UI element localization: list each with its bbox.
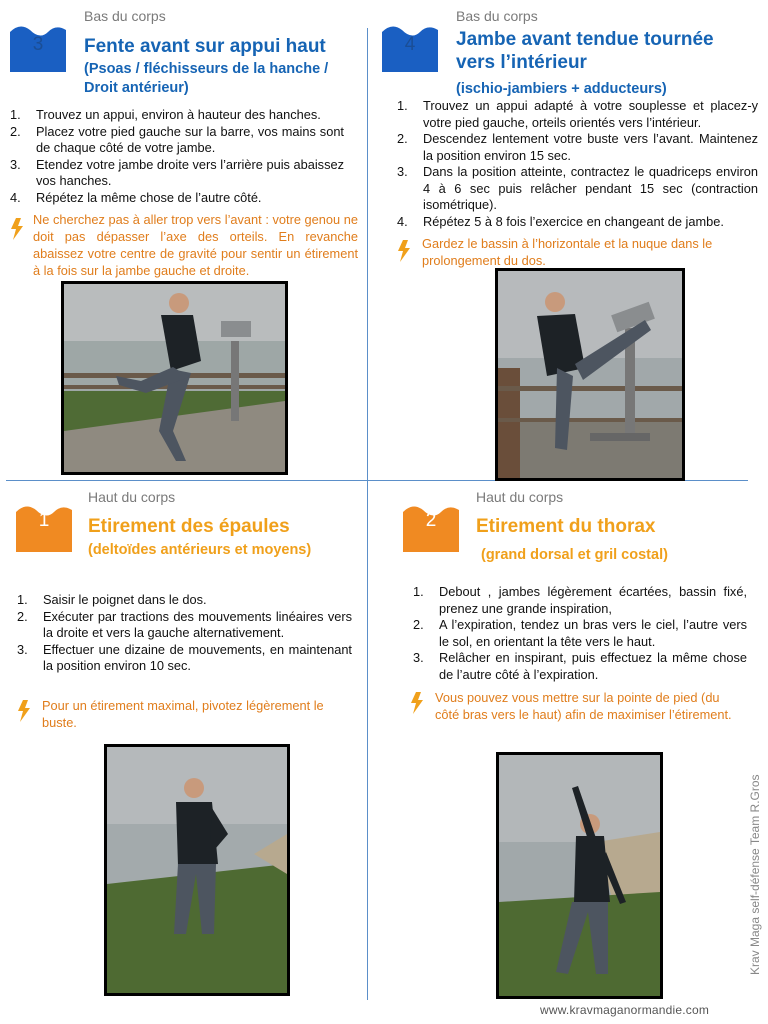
section-number-badge [8, 10, 68, 72]
section-subtitle [84, 60, 328, 98]
credit-text: Krav Maga self-défense Team R.Gros [748, 774, 762, 975]
step-text: Saisir le poignet dans le dos. [43, 592, 207, 607]
step-number: 1. [397, 98, 408, 113]
list-item [397, 98, 758, 131]
step-number: 3. [17, 641, 28, 657]
step-number: 1. [10, 107, 21, 122]
step-text: Dans la position atteinte, contractez le quadriceps environ 4 à 6 sec puis relâcher pendant 15 sec (contraction isométrique). [423, 164, 758, 212]
section-category: Haut du corps [88, 489, 176, 505]
section-subtitle [481, 546, 668, 565]
vertical-divider [367, 28, 368, 1000]
photo-shoulder-stretch-image [104, 744, 290, 996]
step-text: Répétez 5 à 8 fois l’exercice en changeant de jambe. [423, 213, 724, 229]
step-number: 4. [10, 189, 21, 205]
photo-lunge-image [61, 281, 288, 475]
step-text: Placez votre pied gauche sur la barre, vos mains sont de chaque côté de votre jambe. [36, 123, 344, 155]
section-category: Bas du corps [84, 8, 166, 24]
tip-text: Ne cherchez pas à aller trop vers l’avant : votre genou ne doit pas dépasser l’axe des orteils. En revanche abaissez votre centre de gravité pour sentir un étirement à la fois sur la jambe gauche et droite. [33, 212, 358, 278]
steps-list [397, 98, 758, 230]
list-item [397, 214, 758, 231]
step-number: 3. [397, 164, 408, 179]
step-text: Descendez lentement votre buste vers l’avant. Maintenez la position environ 15 sec. [423, 131, 758, 163]
step-number: 2. [413, 617, 424, 632]
steps-list [17, 592, 352, 675]
step-text: Relâcher en inspirant, puis effectuez la même chose de l’autre côté à l’expiration. [439, 650, 747, 682]
tip-text: Vous pouvez vous mettre sur la pointe de pied (du côté bras vers le haut) afin de maximiser l’étirement. [435, 690, 732, 722]
step-number: 1. [17, 592, 28, 607]
exercise-photo [496, 752, 663, 999]
exercise-photo [61, 281, 288, 475]
section-number-badge [380, 10, 440, 72]
step-text: A l’expiration, tendez un bras vers le ciel, l’autre vers le sol, en orientant la tête vers le haut. [439, 617, 747, 649]
list-item [17, 609, 352, 642]
list-item [10, 157, 344, 190]
section-category: Bas du corps [456, 8, 538, 24]
photo-thorax-stretch-image [496, 752, 663, 999]
list-item [413, 617, 747, 650]
step-number: 3. [10, 156, 21, 172]
section-title [88, 515, 290, 538]
title-line: Fente avant sur appui haut [84, 36, 326, 57]
step-text: Trouvez un appui adapté à votre souplesse et placez-y votre pied gauche, orteils orientés vers l’intérieur. [423, 98, 758, 130]
subtitle-line: Droit antérieur) [84, 80, 189, 96]
subtitle-line: (ischio-jambiers + adducteurs) [456, 81, 667, 97]
section-number: 3 [32, 34, 44, 55]
step-number: 4. [397, 213, 408, 229]
lightning-bolt-icon [17, 700, 31, 722]
list-item [10, 124, 344, 157]
photo-leg-stretch-image [495, 268, 685, 481]
steps-list [413, 584, 747, 683]
steps-list [10, 107, 344, 206]
list-item [17, 642, 352, 675]
section-number-badge [401, 490, 461, 552]
list-item [413, 584, 747, 617]
step-text: Trouvez un appui, environ à hauteur des hanches. [36, 107, 321, 122]
subtitle-line: (deltoïdes antérieurs et moyens) [88, 542, 312, 558]
title-line: Jambe avant tendue tournée [456, 29, 714, 50]
lightning-bolt-icon [397, 240, 411, 262]
step-text: Etendez votre jambe droite vers l’arrière puis abaissez vos hanches. [36, 156, 344, 188]
section-title [84, 35, 326, 58]
section-subtitle [88, 541, 311, 560]
section-category: Haut du corps [476, 489, 564, 505]
list-item [17, 592, 352, 609]
subtitle-line: (Psoas / fléchisseurs de la hanche / [84, 61, 329, 77]
list-item [10, 190, 344, 207]
step-text: Exécuter par tractions des mouvements linéaires vers la droite et vers la gauche alternativement. [43, 608, 352, 640]
title-line: Etirement du thorax [476, 516, 656, 537]
title-line: vers l’intérieur [456, 52, 587, 73]
step-text: Répétez la même chose de l’autre côté. [36, 189, 262, 205]
lightning-bolt-icon [10, 218, 24, 240]
exercise-photo [495, 268, 685, 481]
tip-text: Gardez le bassin à l’horizontale et la nuque dans le prolongement du dos. [422, 236, 713, 268]
section-number: 4 [404, 34, 416, 55]
step-number: 1. [413, 584, 424, 599]
subtitle-line: (grand dorsal et gril costal) [481, 547, 668, 563]
step-number: 2. [10, 123, 21, 139]
step-text: Effectuer une dizaine de mouvements, en maintenant la position environ 10 sec. [43, 641, 352, 673]
section-number: 2 [425, 510, 437, 531]
footer-website[interactable]: www.kravmaganormandie.com [540, 1003, 710, 1017]
list-item [397, 131, 758, 164]
list-item [397, 164, 758, 214]
step-number: 2. [17, 608, 28, 624]
lightning-bolt-icon [410, 692, 424, 714]
section-number: 1 [38, 510, 50, 531]
exercise-photo [104, 744, 290, 996]
step-number: 2. [397, 131, 408, 146]
section-number-badge [14, 490, 74, 552]
step-text: Debout , jambes légèrement écartées, bassin fixé, prenez une grande inspiration, [439, 584, 747, 616]
section-subtitle [456, 80, 667, 99]
section-title [456, 28, 714, 74]
tip-text: Pour un étirement maximal, pivotez légèrement le buste. [42, 698, 324, 730]
title-line: Etirement des épaules [88, 516, 290, 537]
list-item [10, 107, 344, 124]
step-number: 3. [413, 650, 424, 665]
section-title [476, 515, 655, 538]
list-item [413, 650, 747, 683]
